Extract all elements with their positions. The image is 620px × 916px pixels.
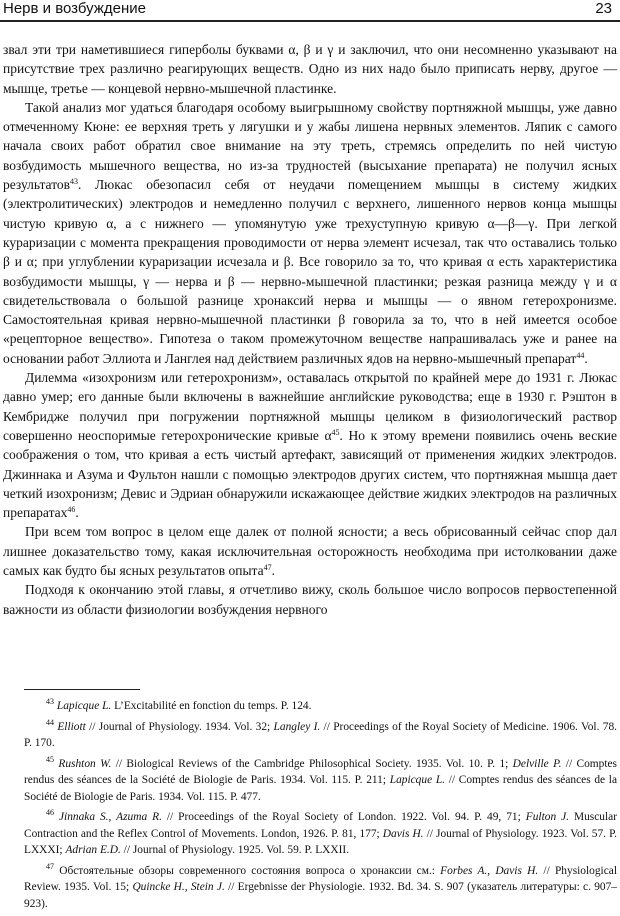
paragraph — [3, 40, 617, 98]
text-run: Дилемма «изохронизм или гетерохронизм», оставалась открытой по крайней мере до 1931 г. Люкас давно умер; его данные были включены в важнейшие английские руководства; еще в 1930 г. Рэштон в Кембридже получил при погружении портняжной мышцы целиком в физиологический раствор совершенно неоспоримые гетерохронические кривые α — [3, 370, 617, 443]
text-run: // Comptes rendus des séances de la Société de Biologie de Paris. 1934. Vol. 115. P. 477. — [24, 774, 617, 803]
text-run: . — [75, 505, 79, 521]
running-title: Нерв и возбуждение — [3, 0, 146, 17]
footnote — [24, 809, 617, 859]
footnote — [24, 756, 617, 806]
text-run: // Ergebnisse der Physiologie. 1932. Bd. 34. S. 907 (указатель литературы: с. 907–923). — [24, 881, 617, 910]
text-run: L’Excitabilité en fonction du temps. P. 124. — [111, 700, 312, 712]
text-run: . — [271, 563, 275, 579]
author-name: Delville P. — [512, 757, 562, 770]
text-run: . Люкас обезопасил себя от неудачи помещением мышцы в систему жидких (электролитических) электродов и немедленно получил с верхнего, лишенного нервов конца мышцы чистую кривую α, а с нижнего — упомянутую уже трехуступную кривую α—β—γ. При легкой кураризации с момента прекращения проводимости от нерва элемент исчезал, так что оставались только β и α; при углублении кураризации исчезала и β. Все говорило за то, что кривая α есть характеристика возбудимости мышцы, γ — нерва и β — нервно-мышечной пластинки; резкая разница между γ и α свидетельствовала о большой разнице хронаксий нерва и мышцы — о явном гетерохронизме. Самостоятельная кривая нервно-мышечной пластинки β говорила за то, что в ней имеется особое «рецепторное вещество». Гипотеза о таком промежуточном веществе напрашивалась уже и ранее на основании работ Эллиота и Ланглея над действием различных ядов на нервно-мышечный препарат — [3, 177, 617, 366]
author-name: Fulton J. — [525, 811, 570, 823]
main-text — [3, 40, 617, 619]
text-run: // Journal of Physiology. 1923. Vol. 57. P. LXXXI; — [24, 827, 618, 856]
text-run: Muscular Contraction and the Reflex Control of Movements. London, 1926. P. 81, 177; — [24, 811, 617, 840]
footnote-number: 43 — [46, 697, 54, 706]
text-run: // Physiological Review. 1935. Vol. 15; — [24, 864, 617, 893]
footnotes — [24, 698, 617, 916]
paragraph — [3, 98, 617, 368]
text-run: // Biological Reviews of the Cambridge Philosophical Society. 1935. Vol. 10. P. 1; — [111, 757, 513, 770]
text-run: . Но к этому времени появились очень веские соображения о том, что кривая а есть чистый артефакт, зависящий от применения жидких электродов. Джиннака и Азума и Фультон нашли с помощью электродов других систем, что портняжная мышца дает четкий изохронизм; Девис и Эдриан обнаружили искажающее действие жидких электродов на различных препаратах — [3, 427, 617, 521]
footnote-number: 46 — [46, 808, 54, 817]
text-run: . — [584, 350, 588, 366]
paragraph — [3, 580, 617, 619]
text-run: // Proceedings of the Royal Society of Medicine. 1906. Vol. 78. P. 170. — [24, 720, 617, 749]
text-run: При всем том вопрос в целом еще далек от полной ясности; а весь обрисованный сейчас спор дал лишнее доказательство тому, какая исключительная осторожность необходима при истолковании даже самых как будто бы ясных результатов опыта — [3, 524, 617, 579]
text-run: Обстоятельные обзоры современного состояния вопроса о хронаксии см.: — [59, 864, 441, 877]
author-name: Langley I. — [273, 720, 321, 733]
running-header — [0, 0, 620, 22]
footnote-number: 47 — [46, 861, 54, 871]
author-name: Adrian E.D. — [65, 844, 121, 856]
author-name: Elliott — [57, 720, 86, 733]
paragraph — [3, 522, 617, 580]
paragraph — [3, 368, 617, 522]
text-run: Такой анализ мог удаться благодаря особому выигрышному свойству портняжной мышцы, уже давно отмеченному Кюне: ее верхняя треть у лягушки и у жабы лишена нервных элементов. Ляпик с самого начала своих работ обратил свое внимание на эту треть, стремясь определить по ней чистую возбудимость мышечного вещества, но из-за трудностей (высыхание препарата) не получил ясных результатов — [3, 99, 617, 193]
footnote-ref: 43 — [70, 177, 79, 187]
author-name: Lapicque L. — [56, 700, 112, 712]
text-run: // Journal of Physiology. 1934. Vol. 32; — [85, 720, 274, 733]
text-run: // Proceedings of the Royal Society of London. 1922. Vol. 94. P. 49, 71; — [161, 811, 526, 823]
footnote — [24, 698, 617, 715]
author-name: Quincke H., Stein J. — [132, 881, 225, 893]
footnote-ref: 46 — [67, 505, 76, 515]
footnote-number: 44 — [46, 717, 54, 727]
text-run: Подходя к окончанию этой главы, я отчетливо вижу, сколь большое число вопросов первостепенной важности из области физиологии возбуждения нервного — [3, 582, 617, 617]
author-name: Jinnaka S., Azuma R. — [58, 811, 162, 823]
author-name: Rushton W. — [58, 757, 112, 770]
footnote-separator — [24, 689, 140, 690]
author-name: Forbes A., Davis H. — [440, 864, 539, 877]
text-run: звал эти три наметившиеся гиперболы буквами α, β и γ и заключил, что они несомненно указывают на присутствие трех различно реагирующих веществ. Одно из них надо было приписать нерву, другое — мышце, третье — концевой нервно-мышечной пластинке. — [3, 42, 617, 96]
footnote-number: 45 — [46, 754, 54, 764]
page-number: 23 — [595, 0, 612, 17]
footnote-ref: 47 — [263, 563, 272, 573]
author-name: Davis H. — [382, 827, 424, 840]
footnote-ref: 44 — [576, 350, 585, 360]
text-run: // Comptes rendus des séances de la Société de Biologie de Paris. 1934. Vol. 115. P. 211; — [24, 757, 617, 786]
text-run: // Journal of Physiology. 1925. Vol. 59. P. LXXII. — [120, 844, 350, 856]
author-name: Lapicque L. — [389, 774, 446, 786]
footnote — [24, 719, 617, 752]
footnote-ref: 45 — [331, 427, 340, 437]
footnote — [24, 863, 617, 913]
